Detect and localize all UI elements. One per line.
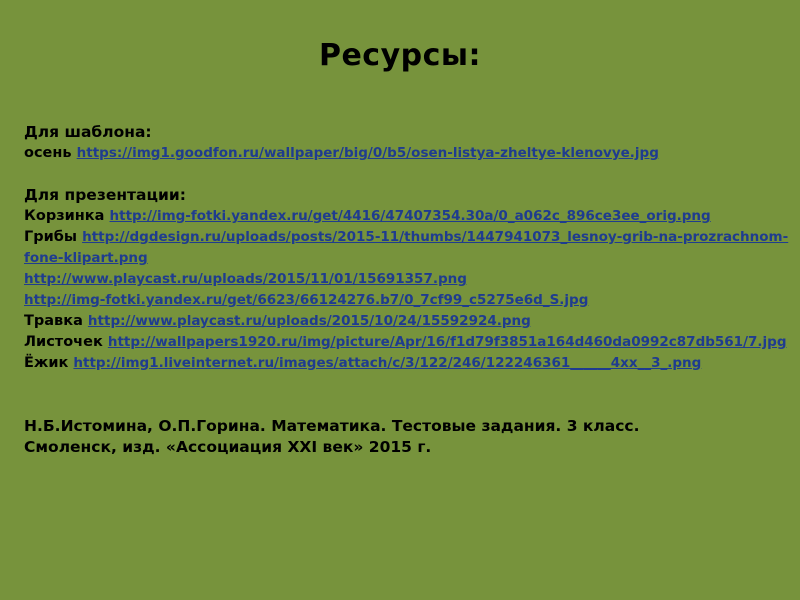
item-label: Травка — [24, 313, 83, 329]
template-heading: Для шаблона: — [24, 123, 152, 141]
resource-link[interactable]: http://wallpapers1920.ru/img/picture/Apr/16/f1d79f3851a164d460da0992c87db561/7.jpg — [107, 334, 787, 350]
citation-line-2: Смоленск, изд. «Ассоциация XXI век» 2015 г. — [24, 438, 432, 456]
page-title: Ресурсы: — [318, 38, 482, 73]
resource-link[interactable]: https://img1.goodfon.ru/wallpaper/big/0/b5/osen-listya-zheltye-klenovye.jpg — [76, 145, 659, 161]
presentation-item-hedgehog — [24, 353, 794, 374]
resources-content — [24, 122, 794, 458]
item-label: Корзинка — [24, 208, 105, 224]
resource-link[interactable]: http://img-fotki.yandex.ru/get/4416/47407354.30a/0_a062c_896ce3ee_orig.png — [109, 208, 711, 224]
presentation-item-leaf — [24, 332, 794, 353]
resource-link[interactable]: http://www.playcast.ru/uploads/2015/11/01/15691357.png — [24, 271, 467, 287]
presentation-heading: Для презентации: — [24, 186, 186, 204]
item-label: Грибы — [24, 229, 78, 245]
presentation-item-basket — [24, 206, 794, 227]
presentation-item-mushrooms — [24, 227, 794, 269]
presentation-item-link-3 — [24, 269, 794, 290]
item-label: осень — [24, 145, 72, 161]
citation-line-1: Н.Б.Истомина, О.П.Горина. Математика. Тестовые задания. 3 класс. — [24, 417, 640, 435]
item-label: Листочек — [24, 334, 103, 350]
resource-link[interactable]: http://dgdesign.ru/uploads/posts/2015-11/thumbs/1447941073_lesnoy-grib-na-prozrachnom-fone-klipart.png — [24, 229, 789, 266]
presentation-item-grass — [24, 311, 794, 332]
resource-link[interactable]: http://www.playcast.ru/uploads/2015/10/24/15592924.png — [87, 313, 531, 329]
resource-link[interactable]: http://img1.liveinternet.ru/images/attach/c/3/122/246/122246361______4xx__3_.png — [73, 355, 702, 371]
item-label: Ёжик — [24, 355, 69, 371]
template-item-autumn — [24, 143, 794, 164]
presentation-item-link-4 — [24, 290, 794, 311]
resource-link[interactable]: http://img-fotki.yandex.ru/get/6623/66124276.b7/0_7cf99_c5275e6d_S.jpg — [24, 292, 589, 308]
